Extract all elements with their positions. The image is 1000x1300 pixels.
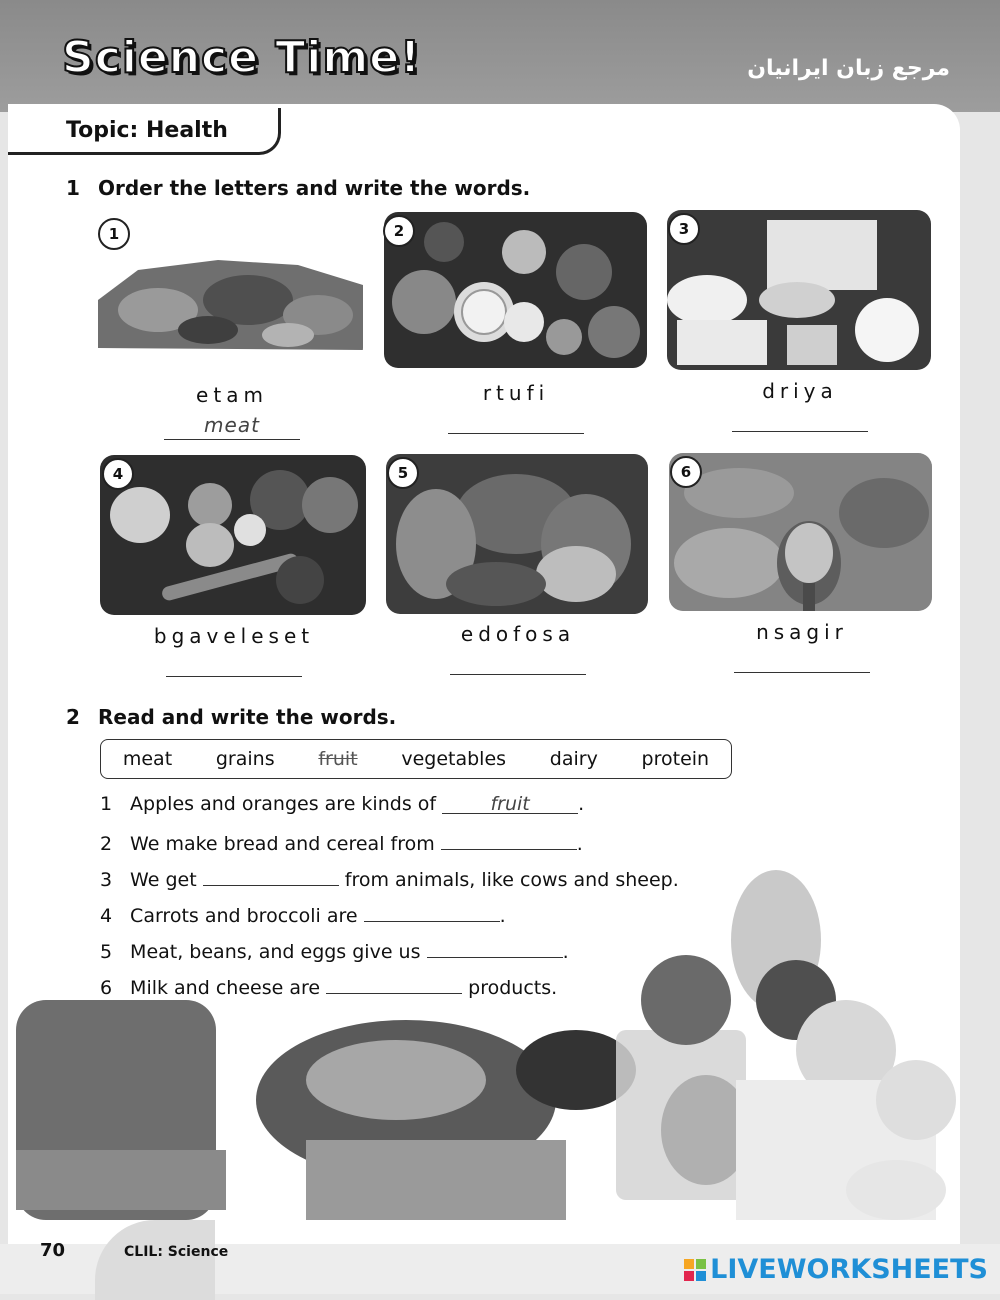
answer-input[interactable]: [450, 648, 586, 675]
sentence-5: [100, 937, 569, 963]
exercise2-instruction: Read and write the words.: [98, 705, 397, 729]
sentence-text-after: .: [562, 941, 569, 963]
sentence-number: 4: [100, 905, 113, 927]
sentence-answer-input[interactable]: [203, 865, 339, 886]
sentence-1: [100, 793, 584, 815]
exercise2-heading: [66, 705, 396, 729]
item-badge: 2: [383, 215, 415, 247]
scramble-word: edofosa: [460, 622, 576, 646]
scramble-word: rtufi: [482, 381, 550, 405]
sentence-text: We get: [130, 869, 197, 891]
sentence-text: Meat, beans, and eggs give us: [130, 941, 421, 963]
sentence-number: 2: [100, 833, 113, 855]
page-title: Science Time!: [62, 32, 422, 83]
word-bank-item: protein: [641, 748, 710, 770]
sentence-text: Carrots and broccoli are: [130, 905, 358, 927]
sentence-text-after: products.: [468, 977, 558, 999]
exercise1-heading: [66, 176, 530, 200]
assorted-meats-photo: [98, 240, 363, 362]
sentence-text-after: .: [578, 793, 585, 815]
page-number: 70: [40, 1240, 66, 1261]
liveworksheets-brand: LIVEWORKSHEETS: [710, 1254, 988, 1285]
word-bank-item-crossed: fruit: [318, 748, 358, 770]
exercise2-number: 2: [66, 705, 80, 729]
sentence-text-after: .: [576, 833, 583, 855]
persian-watermark: مرجع زبان ایرانیان: [747, 56, 950, 81]
scramble-word: bgaveleset: [153, 624, 315, 648]
sentence-answer-input[interactable]: [427, 937, 563, 958]
sentence-text: Apples and oranges are kinds of: [130, 793, 437, 815]
item-badge: 5: [387, 457, 419, 489]
item-badge: 1: [98, 218, 130, 250]
sentence-number: 6: [100, 977, 113, 999]
sentence-number: 1: [100, 793, 113, 815]
sentence-2: [100, 829, 583, 855]
word-bank: [100, 739, 732, 779]
item-badge: 3: [668, 213, 700, 245]
item-badge: 6: [670, 456, 702, 488]
answer-input[interactable]: [734, 646, 870, 673]
answer-input[interactable]: meat: [164, 413, 300, 440]
sentence-4: [100, 901, 506, 927]
sentence-number: 5: [100, 941, 113, 963]
sentence-answer-input[interactable]: [441, 829, 577, 850]
item-badge: 4: [102, 458, 134, 490]
liveworksheets-grid-icon: [684, 1259, 706, 1281]
sentence-6: [100, 973, 557, 999]
grains-spoon-photo: [669, 453, 932, 611]
sentence-3: [100, 865, 679, 891]
exercise1-number: 1: [66, 176, 80, 200]
sentence-text: We make bread and cereal from: [130, 833, 435, 855]
seafood-platter-photo: [386, 454, 648, 614]
answer-input[interactable]: [448, 407, 584, 434]
scramble-word: etam: [196, 383, 268, 407]
section-label: CLIL: Science: [124, 1244, 229, 1260]
sentence-text: Milk and cheese are: [130, 977, 321, 999]
vegetable-basket-photo: [100, 455, 366, 615]
word-bank-item: grains: [215, 748, 275, 770]
exercise1-instruction: Order the letters and write the words.: [98, 176, 531, 200]
sentence-number: 3: [100, 869, 113, 891]
cheese-dairy-photo: [667, 210, 931, 370]
answer-input[interactable]: [732, 405, 868, 432]
sentence-answer-input[interactable]: [326, 973, 462, 994]
word-bank-item: vegetables: [401, 748, 507, 770]
topic-label: Topic: Health: [66, 118, 228, 143]
scramble-word: nsagir: [756, 620, 848, 644]
sentence-text-after: .: [499, 905, 506, 927]
sentence-text-after: from animals, like cows and sheep.: [344, 869, 679, 891]
fruit-pile-photo: [384, 212, 647, 368]
liveworksheets-logo[interactable]: [684, 1254, 988, 1285]
word-bank-item: dairy: [549, 748, 598, 770]
sentence-answer-input[interactable]: fruit: [442, 793, 578, 814]
scramble-word: driya: [762, 379, 838, 403]
word-bank-item: meat: [122, 748, 173, 770]
answer-input[interactable]: [166, 650, 302, 677]
sentence-answer-input[interactable]: [364, 901, 500, 922]
